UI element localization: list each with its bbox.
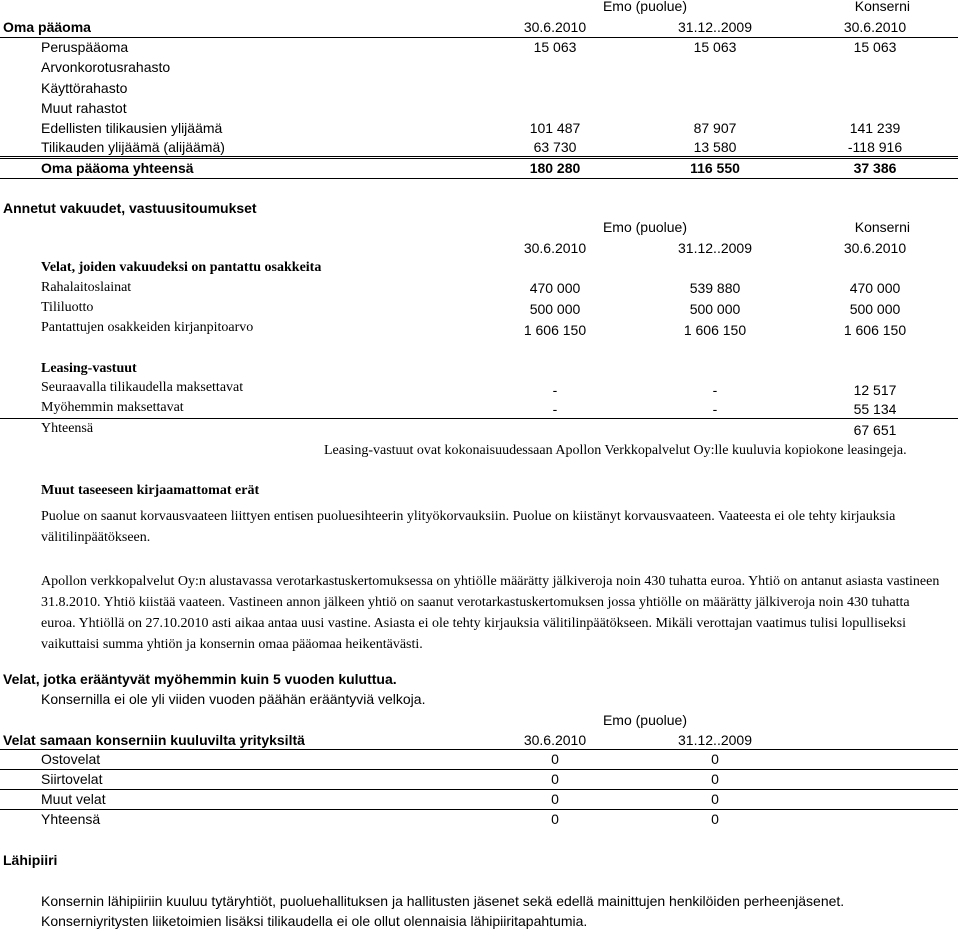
row-value-2009: 0 [711, 791, 719, 807]
row-value-konserni: 1 606 150 [843, 322, 907, 338]
guarantees-header-konserni: Konserni [854, 219, 910, 235]
group-debts-header-emo: Emo (puolue) [602, 712, 688, 728]
guarantees-col3: 30.6.2010 [843, 240, 907, 256]
row-value-konserni: -118 916 [847, 139, 903, 155]
group-debts-col1: 30.6.2010 [523, 732, 587, 748]
row-label: Edellisten tilikausien ylijäämä [41, 120, 223, 136]
row-label: Tilikauden ylijäämä (alijäämä) [41, 139, 225, 155]
row-value-emo-2010: - [552, 382, 558, 398]
row-label: Pantattujen osakkeiden kirjanpitoarvo [41, 320, 254, 335]
equity-col2: 31.12..2009 [678, 19, 752, 35]
group-debts-header-rule [0, 749, 958, 750]
row-value-konserni: 12 517 [853, 382, 897, 398]
row-value-emo-2009: 539 880 [689, 280, 741, 296]
row-label: Siirtovelat [41, 771, 103, 787]
row-value-emo-2009: 500 000 [689, 301, 741, 317]
long-term-title: Velat, jotka erääntyvät myöhemmin kuin 5 vuoden kuluttua. [3, 671, 397, 687]
leasing-title: Leasing-vastuut [41, 361, 137, 376]
other-title: Muut taseeseen kirjaamattomat erät [41, 483, 260, 498]
equity-col3: 30.6.2010 [843, 19, 907, 35]
row-label: Yhteensä [41, 811, 101, 827]
row-value-emo-2010: - [552, 401, 558, 417]
other-paragraph-2: Apollon verkkopalvelut Oy:n alustavassa verotarkastuskertomuksessa on yhtiölle määrätty jälkiveroja noin 430 tuhatta euroa. Yhtiö on antanut asiasta vastineen 31.8.2010. Yhtiö kiistää vaateen. Vastineen annon jälkeen yhtiö on saanut verotarkastuskertomuksen jossa yhtiölle on määrätty jälkiveroja noin 430 tuhatta euroa. Yhtiöllä on 27.10.2010 asti aikaa antaa uusi vastine. Asiasta ei ole tehty kirjauksia välitilinpäätökseen. Mikäli verottajan vaatimus tulisi lopulliseksi vaikuttaisi summa yhtiön ja konsernin omaa pääomaa heikentävästi. [41, 574, 940, 652]
guarantees-col2: 31.12..2009 [678, 240, 752, 256]
row-value-emo-2010: 63 730 [533, 139, 577, 155]
row-label: Muut rahastot [41, 100, 127, 116]
row-value-emo-2010: 101 487 [529, 120, 581, 136]
row-value-2010: 0 [551, 811, 559, 827]
row-value-konserni: 55 134 [853, 401, 897, 417]
equity-header-konserni: Konserni [854, 0, 910, 14]
total-value-emo-2010: 180 280 [529, 160, 581, 176]
row-value-konserni: 15 063 [853, 39, 897, 55]
row-label: Tililuotto [41, 300, 94, 315]
total-label: Yhteensä [41, 421, 94, 436]
guarantees-title: Annetut vakuudet, vastuusitoumukset [3, 200, 257, 216]
long-term-text: Konsernilla ei ole yli viiden vuoden päähän erääntyviä velkoja. [41, 691, 426, 707]
row-rule [0, 789, 958, 790]
row-value-emo-2009: 15 063 [693, 39, 737, 55]
total-value-konserni: 37 386 [853, 160, 897, 176]
row-value-emo-2009: 13 580 [693, 139, 737, 155]
equity-col1: 30.6.2010 [523, 19, 587, 35]
related-line-1: Konsernin lähipiiriin kuuluu tytäryhtiöt, puoluehallituksen ja hallitusten jäsenet sekä edellä mainittujen henkilöiden perheenjäsenet. [41, 893, 845, 909]
guarantees-header-emo: Emo (puolue) [602, 219, 688, 235]
row-label: Muut velat [41, 791, 106, 807]
row-value-konserni: 500 000 [849, 301, 901, 317]
row-value-konserni: 141 239 [849, 120, 901, 136]
row-rule [0, 809, 958, 810]
equity-header-emo: Emo (puolue) [602, 0, 688, 14]
guarantees-subtitle: Velat, joiden vakuudeksi on pantattu osakkeita [41, 260, 322, 275]
row-value-emo-2009: - [712, 401, 718, 417]
row-value-2009: 0 [711, 811, 719, 827]
row-label: Seuraavalla tilikaudella maksettavat [41, 380, 244, 395]
row-label: Rahalaitoslainat [41, 280, 132, 295]
related-line-2: Konserniyritysten liiketoimien lisäksi tilikaudella ei ole ollut olennaisia lähipiiritapahtumia. [41, 913, 588, 929]
row-value-konserni: 470 000 [849, 280, 901, 296]
row-value-emo-2009: 87 907 [693, 120, 737, 136]
equity-total-rule-bottom [0, 178, 958, 179]
group-debts-title: Velat samaan konserniin kuuluvilta yrityksiltä [3, 732, 305, 748]
row-value-emo-2010: 1 606 150 [523, 322, 587, 338]
row-label: Arvonkorotusrahasto [41, 59, 171, 75]
equity-title: Oma pääoma [3, 19, 91, 35]
row-label: Myöhemmin maksettavat [41, 400, 184, 415]
guarantees-col1: 30.6.2010 [523, 240, 587, 256]
row-value-2009: 0 [711, 751, 719, 767]
row-value-emo-2009: 1 606 150 [683, 322, 747, 338]
total-value-emo-2009: 116 550 [690, 160, 740, 176]
row-value-emo-2010: 500 000 [529, 301, 581, 317]
total-label: Oma pääoma yhteensä [41, 160, 194, 176]
related-title: Lähipiiri [3, 852, 58, 868]
row-label: Käyttörahasto [41, 80, 128, 96]
row-value-2010: 0 [551, 771, 559, 787]
row-value-2010: 0 [551, 791, 559, 807]
equity-total-rule-top [0, 156, 958, 157]
other-paragraph-1: Puolue on saanut korvausvaateen liittyen entisen puoluesihteerin ylityökorvauksiin. Puolue on kiistänyt korvausvaateen. Vaateesta ei ole tehty kirjauksia välitilinpäätökseen. [41, 509, 896, 545]
row-value-emo-2010: 15 063 [533, 39, 577, 55]
row-label: Ostovelat [41, 751, 101, 767]
row-value-2010: 0 [551, 751, 559, 767]
row-rule [0, 769, 958, 770]
row-value-emo-2009: - [712, 382, 718, 398]
total-value-konserni: 67 651 [853, 422, 897, 438]
row-value-emo-2010: 470 000 [529, 280, 581, 296]
row-value-2009: 0 [711, 771, 719, 787]
row-label: Peruspääoma [41, 39, 129, 55]
leasing-note: Leasing-vastuut ovat kokonaisuudessaan Apollon Verkkopalvelut Oy:lle kuuluvia kopiokone leasingeja. [324, 443, 907, 458]
group-debts-col2: 31.12..2009 [678, 732, 752, 748]
leasing-total-rule [0, 418, 958, 419]
